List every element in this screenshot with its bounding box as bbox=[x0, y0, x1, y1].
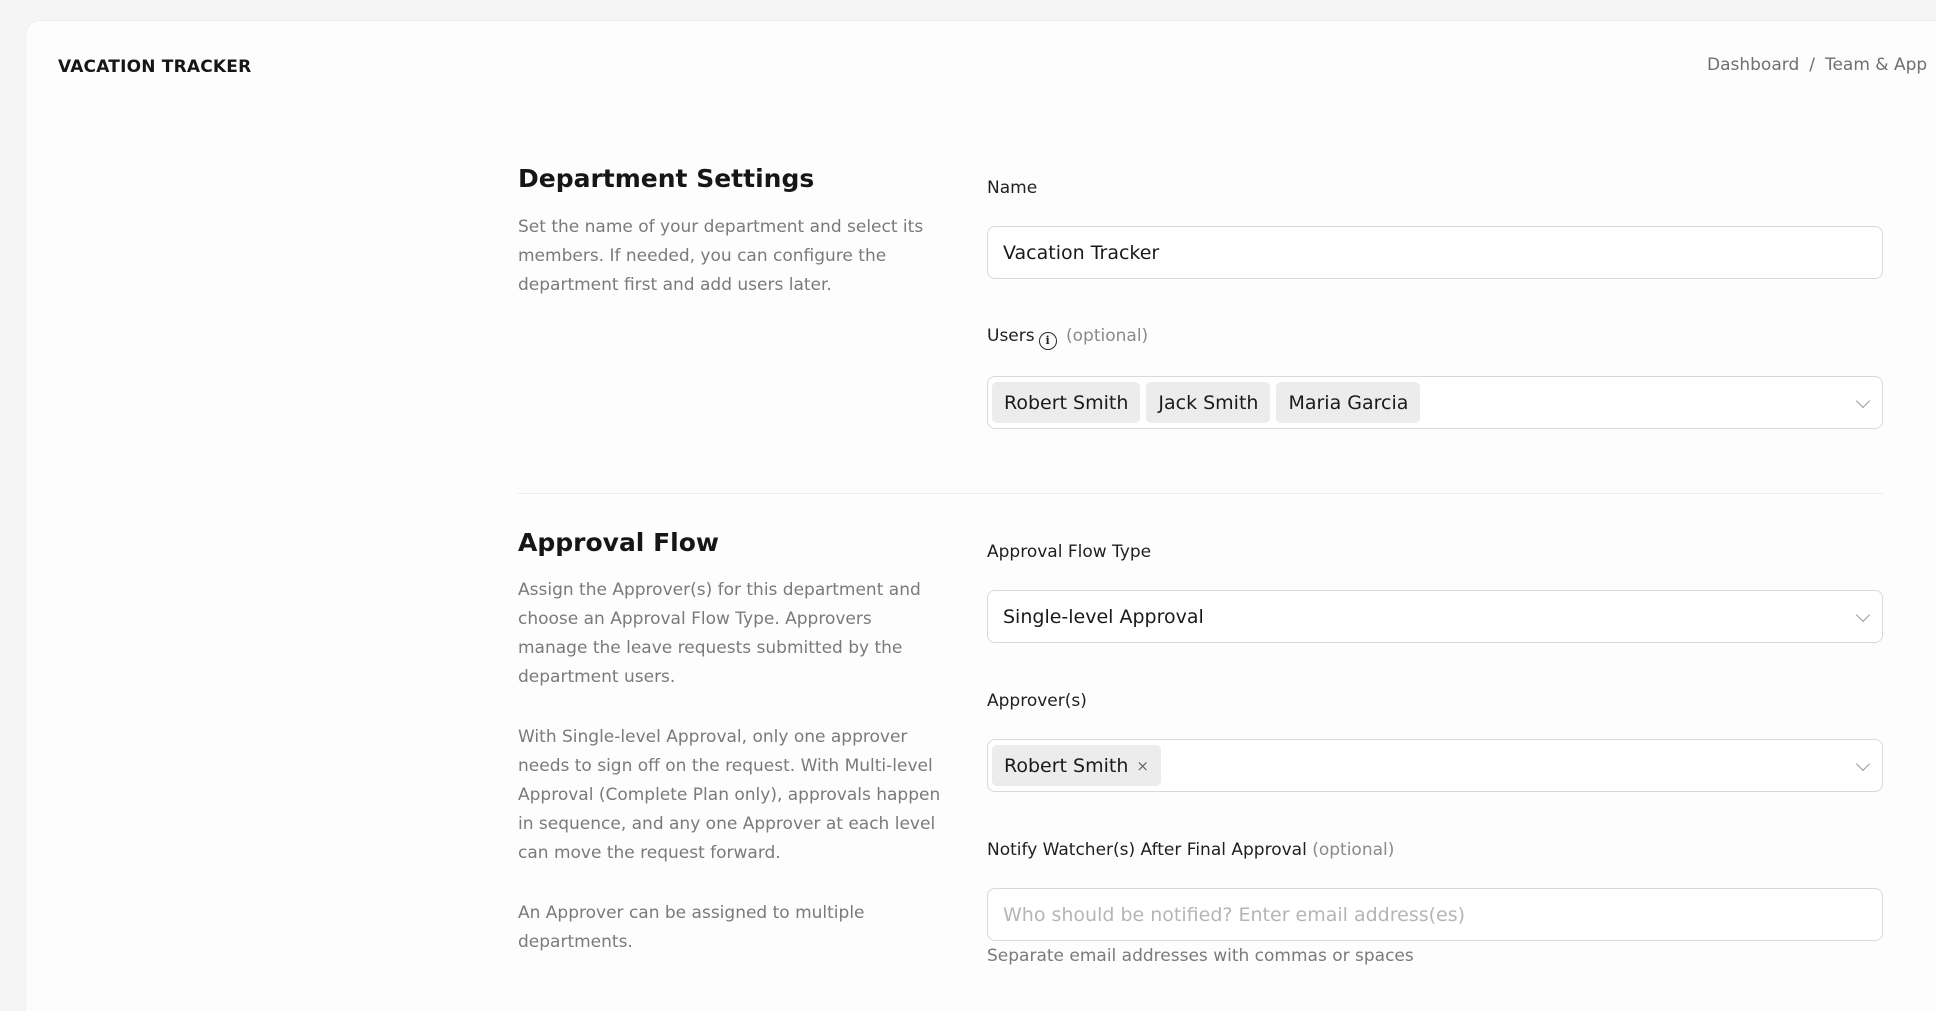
users-tag-list bbox=[988, 382, 1420, 423]
approval-flow-type-value: Single-level Approval bbox=[1003, 605, 1204, 628]
chevron-down-icon[interactable] bbox=[1856, 393, 1870, 407]
chevron-down-icon[interactable] bbox=[1856, 607, 1870, 621]
approval-flow-type-label: Approval Flow Type bbox=[987, 542, 1152, 562]
approver-tag[interactable] bbox=[992, 745, 1161, 786]
users-select[interactable] bbox=[987, 376, 1883, 429]
breadcrumb-dashboard[interactable]: Dashboard bbox=[1707, 55, 1800, 75]
user-tag[interactable]: Jack Smith bbox=[1146, 382, 1270, 423]
breadcrumb-separator: / bbox=[1809, 55, 1815, 75]
watchers-email-input[interactable] bbox=[988, 889, 1882, 940]
approvers-select[interactable] bbox=[987, 739, 1883, 792]
watchers-help-text: Separate email addresses with commas or spaces bbox=[987, 946, 1414, 966]
app-logo[interactable]: VACATION TRACKER bbox=[58, 57, 252, 77]
department-settings-description: Set the name of your department and select its members. If needed, you can configure the department first and add users later. bbox=[518, 217, 924, 295]
info-icon[interactable]: i bbox=[1039, 332, 1057, 350]
approval-flow-description-1: Assign the Approver(s) for this department and choose an Approval Flow Type. Approvers manage the leave requests submitted by the department users. bbox=[518, 580, 921, 687]
watchers-field[interactable] bbox=[987, 888, 1883, 941]
approvers-tag-list bbox=[988, 745, 1161, 786]
breadcrumb bbox=[1707, 55, 1927, 75]
department-settings-title: Department Settings bbox=[518, 164, 815, 193]
approval-flow-description-3: An Approver can be assigned to multiple departments. bbox=[518, 903, 865, 952]
department-name-input[interactable] bbox=[988, 227, 1882, 278]
user-tag[interactable]: Maria Garcia bbox=[1276, 382, 1420, 423]
approver-tag-label: Robert Smith bbox=[1004, 754, 1129, 777]
watchers-label-text: Notify Watcher(s) After Final Approval bbox=[987, 840, 1307, 860]
user-tag[interactable]: Robert Smith bbox=[992, 382, 1140, 423]
main-card bbox=[26, 21, 1936, 1011]
approval-flow-title: Approval Flow bbox=[518, 528, 720, 557]
department-name-field[interactable] bbox=[987, 226, 1883, 279]
users-label-text: Users bbox=[987, 326, 1035, 346]
users-label bbox=[987, 326, 1148, 350]
section-divider bbox=[518, 493, 1883, 494]
watchers-label bbox=[987, 840, 1394, 860]
close-icon[interactable]: × bbox=[1136, 756, 1149, 775]
approval-flow-type-select[interactable] bbox=[987, 590, 1883, 643]
watchers-optional: (optional) bbox=[1312, 840, 1395, 860]
approval-flow-description-2: With Single-level Approval, only one approver needs to sign off on the request. With Multi-level Approval (Complete Plan only), approvals happen in sequence, and any one Approver at each level can move the request forward. bbox=[518, 727, 941, 863]
breadcrumb-team-app[interactable]: Team & App bbox=[1824, 55, 1928, 75]
approvers-label: Approver(s) bbox=[987, 691, 1087, 711]
users-optional: (optional) bbox=[1066, 326, 1149, 346]
name-label: Name bbox=[987, 178, 1038, 198]
chevron-down-icon[interactable] bbox=[1856, 756, 1870, 770]
